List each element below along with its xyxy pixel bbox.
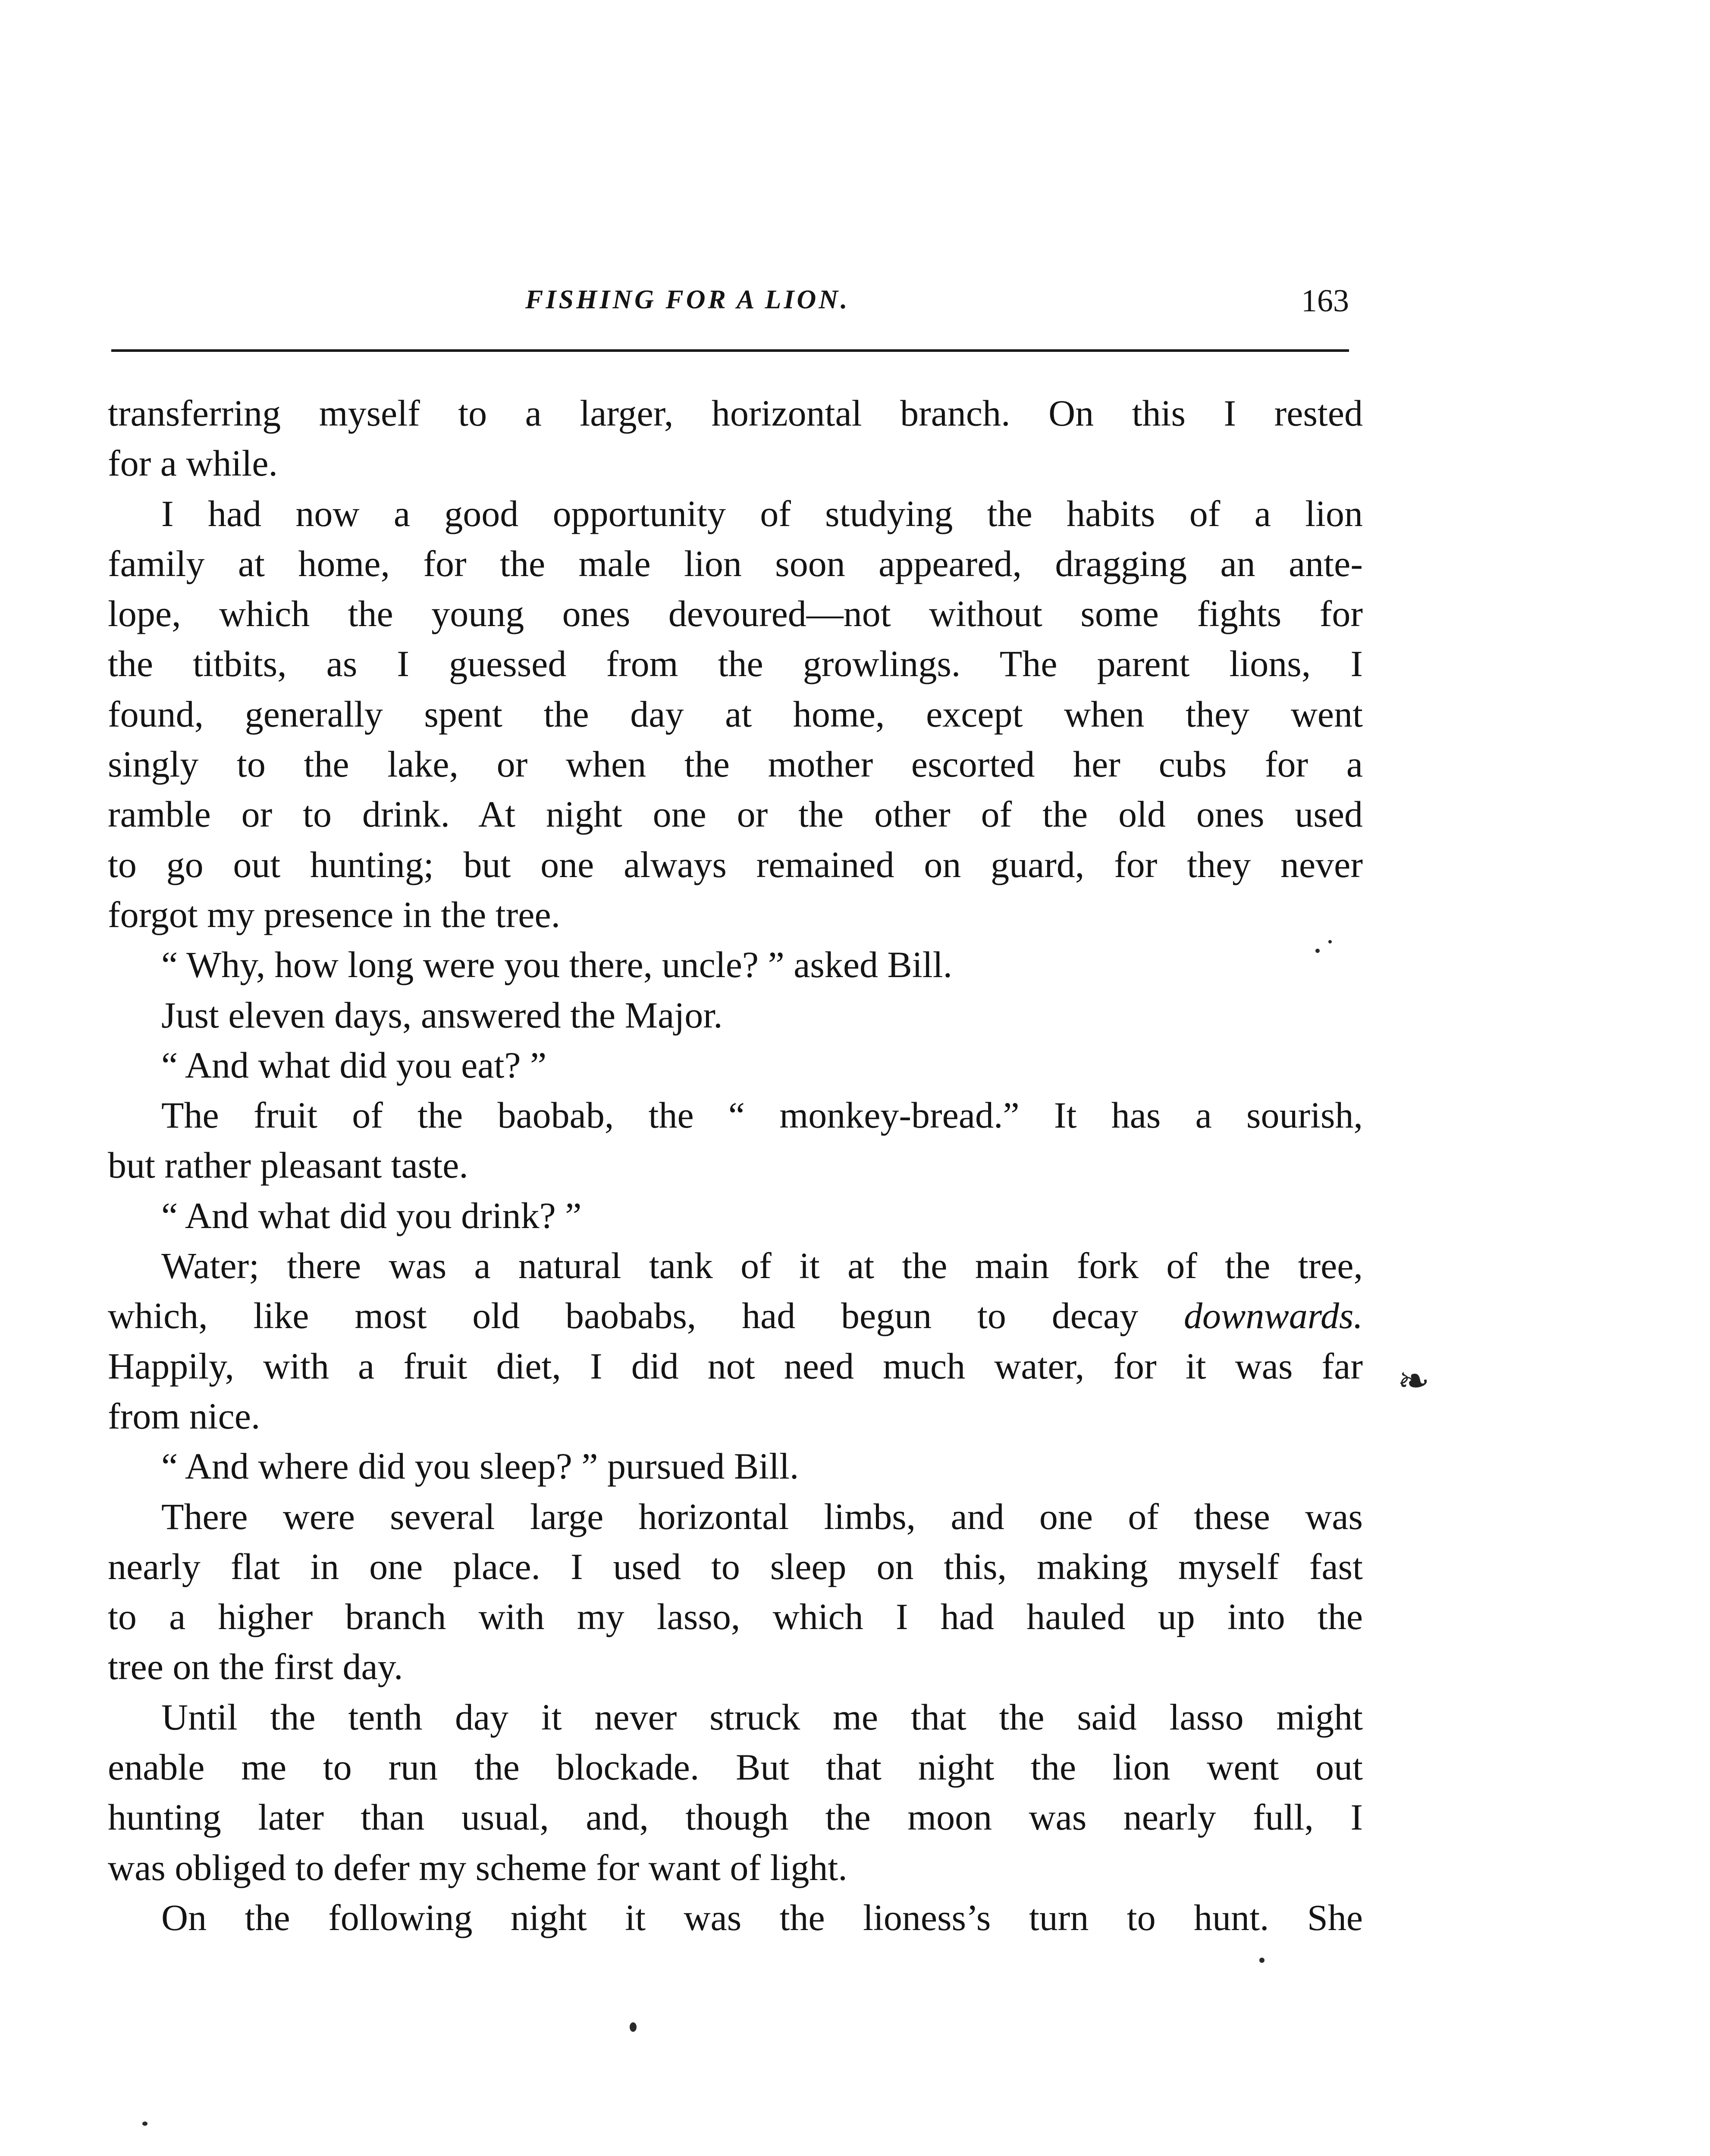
- text-line: [108, 1542, 1363, 1592]
- text-line-content: for a while.: [108, 442, 278, 484]
- text-line-content: Until the tenth day it never struck me that the said lasso might: [161, 1696, 1363, 1738]
- scan-speck: [1328, 940, 1332, 943]
- text-line: [108, 1441, 1363, 1491]
- text-line: [108, 689, 1363, 739]
- text-line: [108, 589, 1363, 639]
- text-line-content: from nice.: [108, 1395, 260, 1437]
- text-line: [108, 990, 1363, 1040]
- text-line-content: “ And what did you drink? ”: [161, 1194, 582, 1236]
- text-line: [108, 739, 1363, 789]
- text-line-content: family at home, for the male lion soon appeared, dragging an ante-: [108, 542, 1363, 584]
- text-line: [108, 1191, 1363, 1241]
- text-line: [108, 388, 1363, 438]
- ink-flourish-icon: ❧: [1397, 1360, 1430, 1403]
- text-line-content: The fruit of the baobab, the “ monkey-bread.” It has a sourish,: [161, 1094, 1363, 1136]
- text-line: [108, 1090, 1363, 1140]
- text-line-content: to go out hunting; but one always remained on guard, for they never: [108, 843, 1363, 885]
- text-line: [108, 1391, 1363, 1441]
- scan-speck: [142, 2122, 147, 2126]
- text-line: [108, 940, 1363, 990]
- page-number: 163: [1301, 283, 1349, 319]
- text-line-content: enable me to run the blockade. But that night the lion went out: [108, 1746, 1363, 1788]
- scan-speck: [1315, 949, 1320, 953]
- text-line: [108, 1692, 1363, 1742]
- text-line-content: On the following night it was the lioness’s turn to hunt. She: [161, 1896, 1363, 1938]
- text-line-content: but rather pleasant taste.: [108, 1144, 468, 1186]
- scan-speck: [1259, 1958, 1264, 1963]
- text-line: [108, 1140, 1363, 1190]
- text-line-content: which, like most old baobabs, had begun to decay: [108, 1295, 1139, 1337]
- text-line-content: found, generally spent the day at home, except when they went: [108, 693, 1363, 735]
- text-line-content: transferring myself to a larger, horizontal branch. On this I rested: [108, 392, 1363, 434]
- scan-speck: [630, 2022, 637, 2032]
- text-line: [108, 1341, 1363, 1391]
- text-line-content: Happily, with a fruit diet, I did not need much water, for it was far: [108, 1345, 1363, 1387]
- text-line-content: the titbits, as I guessed from the growlings. The parent lions, I: [108, 643, 1363, 685]
- text-line-content: Water; there was a natural tank of it at the main fork of the tree,: [161, 1245, 1363, 1287]
- text-line-content: “ Why, how long were you there, uncle? ” asked Bill.: [161, 944, 953, 986]
- text-line-content: to a higher branch with my lasso, which I had hauled up into the: [108, 1596, 1363, 1638]
- text-line-content: There were several large horizontal limbs, and one of these was: [161, 1495, 1363, 1537]
- text-line: [108, 1742, 1363, 1792]
- text-line: [108, 1241, 1363, 1291]
- text-line-content: Just eleven days, answered the Major.: [161, 994, 723, 1036]
- text-line-content: forgot my presence in the tree.: [108, 893, 561, 935]
- running-head: [111, 276, 1349, 323]
- text-line-content: was obliged to defer my scheme for want of light.: [108, 1846, 847, 1888]
- text-line-content: singly to the lake, or when the mother escorted her cubs for a: [108, 743, 1363, 785]
- text-line: [108, 1040, 1363, 1090]
- italic-word: downwards.: [1184, 1295, 1363, 1337]
- text-line-content: ramble or to drink. At night one or the other of the old ones used: [108, 793, 1363, 835]
- body-text: [108, 388, 1363, 1943]
- text-line: [108, 1642, 1363, 1692]
- text-line-content: tree on the first day.: [108, 1646, 403, 1688]
- text-line-content: I had now a good opportunity of studying the habits of a lion: [161, 492, 1363, 534]
- text-line: [108, 1843, 1363, 1893]
- text-line: [108, 789, 1363, 839]
- text-line: [108, 840, 1363, 890]
- text-line: [108, 639, 1363, 689]
- text-line: [108, 539, 1363, 589]
- text-line: [108, 489, 1363, 539]
- header-rule: [111, 349, 1349, 352]
- text-line: [108, 1792, 1363, 1842]
- text-line: [108, 890, 1363, 940]
- text-line-content: nearly flat in one place. I used to sleep on this, making myself fast: [108, 1545, 1363, 1587]
- text-line: [108, 438, 1363, 488]
- text-line-content: lope, which the young ones devoured—not without some fights for: [108, 593, 1363, 635]
- text-line-content: “ And where did you sleep? ” pursued Bill.: [161, 1445, 799, 1487]
- text-line-content: “ And what did you eat? ”: [161, 1044, 547, 1086]
- running-title: FISHING FOR A LION.: [525, 285, 850, 314]
- text-line: [108, 1592, 1363, 1642]
- text-line: [108, 1492, 1363, 1542]
- text-line-content: hunting later than usual, and, though the moon was nearly full, I: [108, 1796, 1363, 1838]
- text-line: [108, 1893, 1363, 1943]
- text-line: [108, 1291, 1363, 1341]
